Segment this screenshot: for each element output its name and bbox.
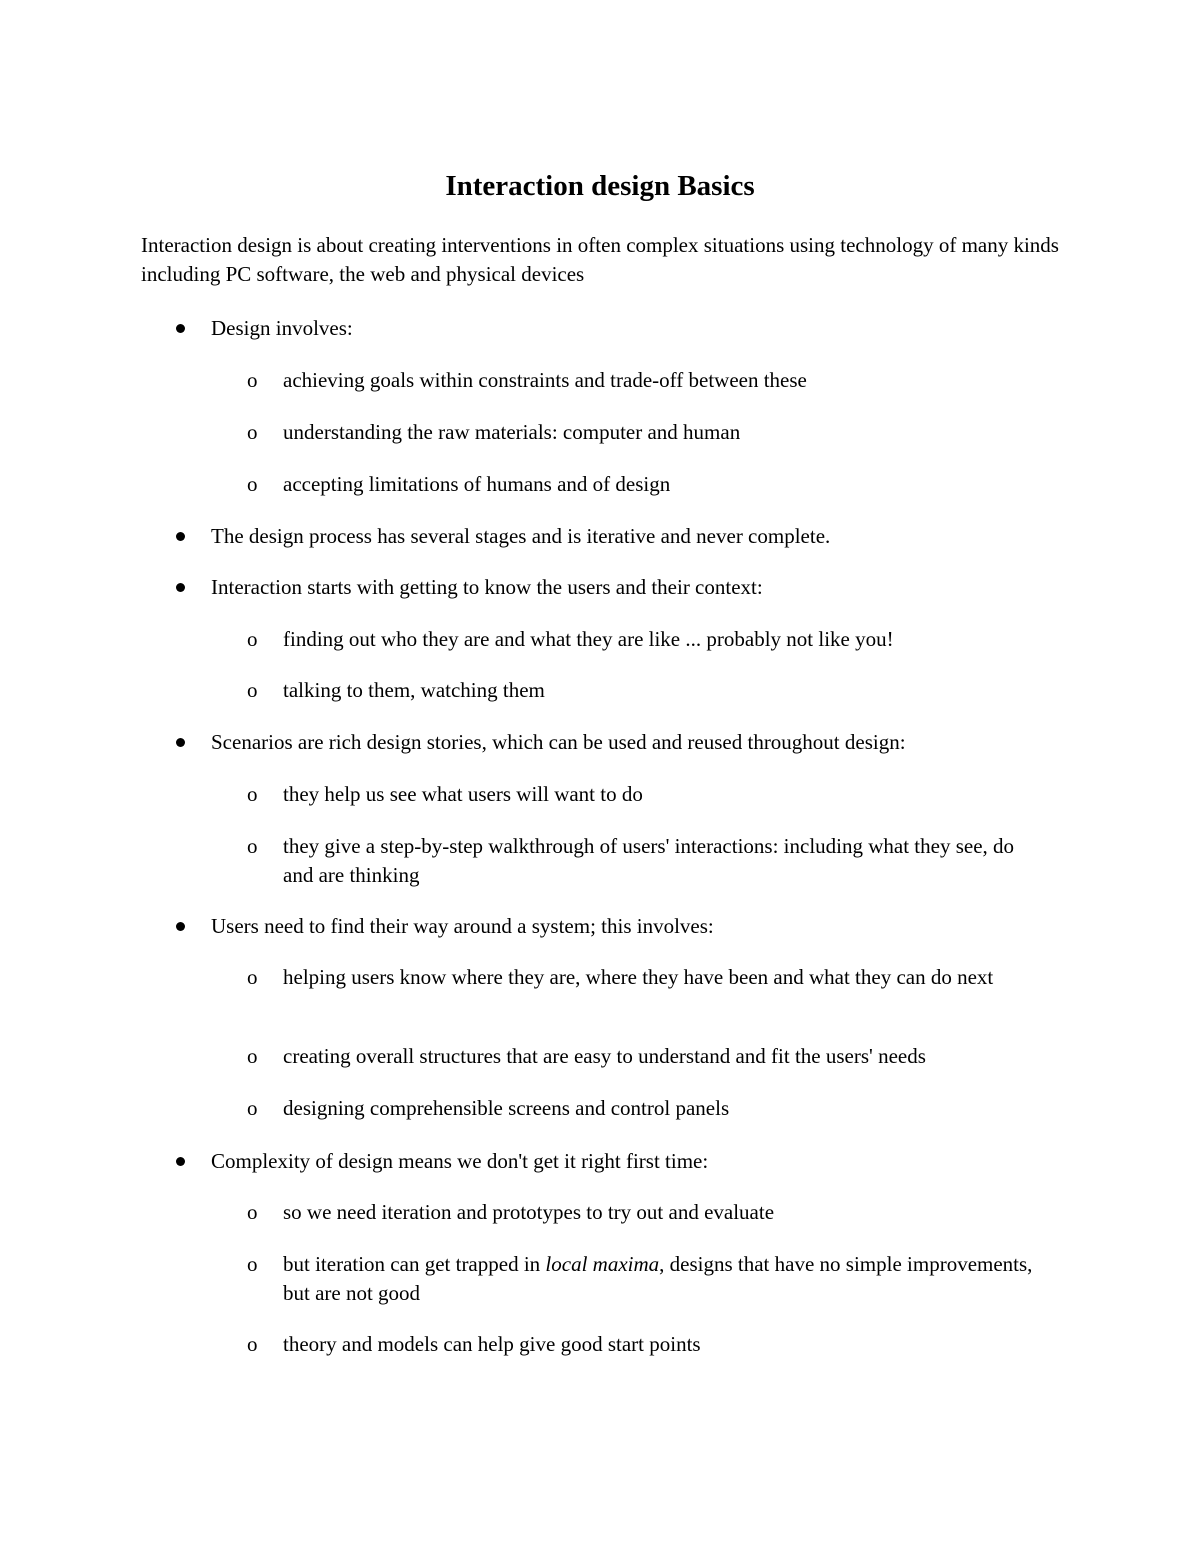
sub-bullet-icon: o: [247, 627, 258, 651]
sub-list-item: understanding the raw materials: computer and human: [283, 420, 741, 444]
sub-list-item: they give a step-by-step walkthrough of users' interactions: including what they see, do and are thinking: [283, 834, 1015, 887]
sub-bullet-icon: o: [247, 678, 258, 702]
sub-bullet-icon: o: [247, 965, 258, 989]
sub-bullet-icon: o: [247, 1096, 258, 1120]
sub-bullet-icon: o: [247, 420, 258, 444]
list-item: Scenarios are rich design stories, which can be used and reused throughout design:: [211, 730, 906, 754]
list-item: Interaction starts with getting to know the users and their context:: [211, 575, 763, 599]
bullet-icon: [176, 532, 185, 541]
sub-bullet-icon: o: [247, 834, 258, 858]
text-segment: but iteration can get trapped in: [283, 1252, 546, 1276]
bullet-icon: [176, 324, 185, 333]
sub-list-item: [283, 1250, 1043, 1308]
sub-list-item: designing comprehensible screens and control panels: [283, 1096, 730, 1120]
sub-bullet-icon: o: [247, 368, 258, 392]
sub-list-item: talking to them, watching them: [283, 678, 545, 702]
sub-bullet-icon: o: [247, 782, 258, 806]
page-title: Interaction design Basics: [445, 170, 755, 202]
emphasis-text: local maxima: [545, 1252, 660, 1276]
bullet-icon: [176, 1157, 185, 1166]
list-item: Users need to find their way around a system; this involves:: [211, 914, 714, 938]
sub-bullet-icon: o: [247, 472, 258, 496]
sub-bullet-icon: o: [247, 1044, 258, 1068]
text-segment: , designs that have no simple improvements, but are not good: [283, 1252, 1033, 1305]
bullet-icon: [176, 738, 185, 747]
bullet-icon: [176, 922, 185, 931]
list-item: The design process has several stages and is iterative and never complete.: [211, 524, 831, 548]
sub-list-item: so we need iteration and prototypes to try out and evaluate: [283, 1200, 775, 1224]
list-item: Design involves:: [211, 316, 353, 340]
sub-list-item: creating overall structures that are easy to understand and fit the users' needs: [283, 1044, 926, 1068]
intro-paragraph: Interaction design is about creating interventions in often complex situations using technology of many kinds including PC software, the web and physical devices: [141, 233, 1059, 286]
sub-list-item: they help us see what users will want to do: [283, 782, 643, 806]
sub-list-item: accepting limitations of humans and of design: [283, 472, 671, 496]
sub-list-item: achieving goals within constraints and trade-off between these: [283, 368, 807, 392]
list-item: Complexity of design means we don't get it right first time:: [211, 1149, 709, 1173]
sub-bullet-icon: o: [247, 1200, 258, 1224]
sub-list-item: finding out who they are and what they are like ... probably not like you!: [283, 627, 894, 651]
sub-bullet-icon: o: [247, 1252, 258, 1276]
sub-list-item: helping users know where they are, where they have been and what they can do next: [283, 965, 994, 989]
sub-bullet-icon: o: [247, 1332, 258, 1356]
bullet-icon: [176, 583, 185, 592]
sub-list-item: theory and models can help give good start points: [283, 1332, 701, 1356]
